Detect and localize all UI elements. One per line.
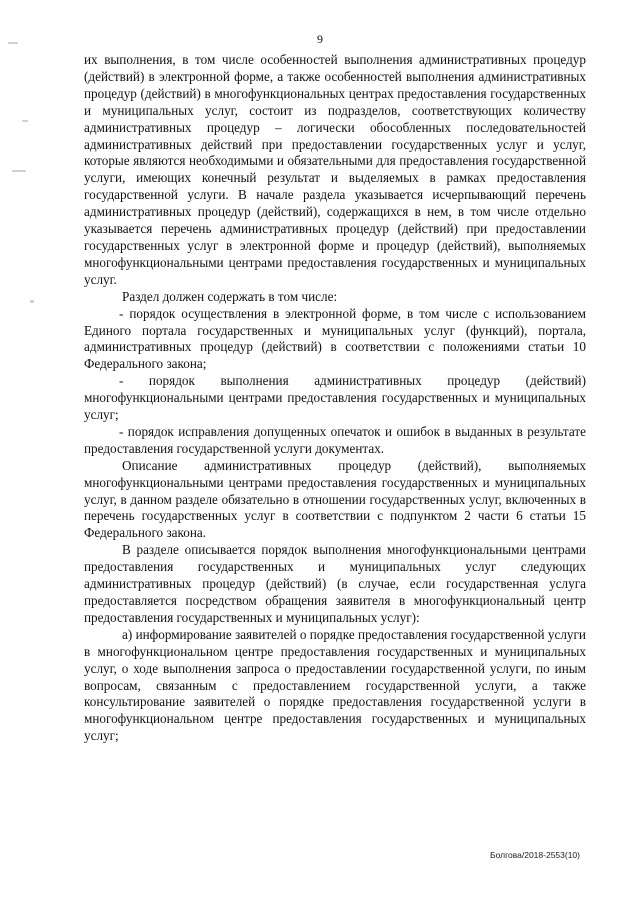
list-item-electronic-form: - порядок осуществления в электронной форме, в том числе с использованием Единого портала государственных и муниципальных услуг (функций), портала, административных процедур (действий) в соответствии с положениями статьи 10 Федерального закона; <box>84 305 586 372</box>
page-number: 9 <box>317 32 323 46</box>
paragraph-section-contents: Раздел должен содержать в том числе: <box>122 288 338 304</box>
document-body <box>84 52 586 745</box>
list-item-mfc-procedures: - порядок выполнения административных процедур (действий) многофункциональными центрами предоставления государственных и муниципальных услуг; <box>84 373 586 423</box>
document-footer-code: Болгова/2018-2553(10) <box>490 850 580 860</box>
scan-speck <box>22 120 28 122</box>
scan-speck <box>8 42 18 44</box>
paragraph-intro: их выполнения, в том числе особенностей выполнения административных процедур (действий) в электронной форме, а также особенностей выполнения административных процедур (действий) в многофункциональных центрах предоставления государственных и муниципальных услуг, состоит из подразделов, соответствующих количеству административных процедур – логически обособленных последовательностей административных действий при предоставлении государственных услуг и услуг, которые являются необходимыми и обязательными для предоставления государственной услуги, имеющих конечный результат и выделяемых в рамках предоставления государственной услуги. В начале раздела указывается исчерпывающий перечень административных процедур (действий), содержащихся в нем, в том числе отдельно указывается перечень административных процедур (действий) при предоставлении государственных услуг в электронной форме и процедур (действий), выполняемых многофункциональными центрами предоставления государственных и муниципальных услуг. <box>84 52 586 287</box>
list-item-typo-correction: - порядок исправления допущенных опечаток и ошибок в выданных в результате предоставления государственной услуги документах. <box>84 423 586 456</box>
paragraph-mfc-procedures: В разделе описывается порядок выполнения многофункциональными центрами предоставления государственных и муниципальных услуг следующих административных процедур (действий) (в случае, если государственная услуга предоставляется посредством обращения заявителя в многофункциональный центр предоставления государственных и муниципальных услуг): <box>84 542 586 625</box>
paragraph-item-a: а) информирование заявителей о порядке предоставления государственной услуги в многофункциональном центре предоставления государственных и муниципальных услуг, о ходе выполнения запроса о предоставлении государственной услуги, по иным вопросам, связанным с предоставлением государственной услуги, а также консультирование заявителей о порядке предоставления государственной услуги в многофункциональном центре предоставления государственных и муниципальных услуг; <box>84 626 586 744</box>
paragraph-mfc-description: Описание административных процедур (действий), выполняемых многофункциональными центрами предоставления государственных и муниципальных услуг, в данном разделе обязательно в отношении государственных услуг, включенных в перечень государственных услуг в соответствии с подпунктом 2 части 6 статьи 15 Федерального закона. <box>84 457 586 541</box>
scan-speck <box>12 170 26 172</box>
scan-speck <box>30 300 34 303</box>
